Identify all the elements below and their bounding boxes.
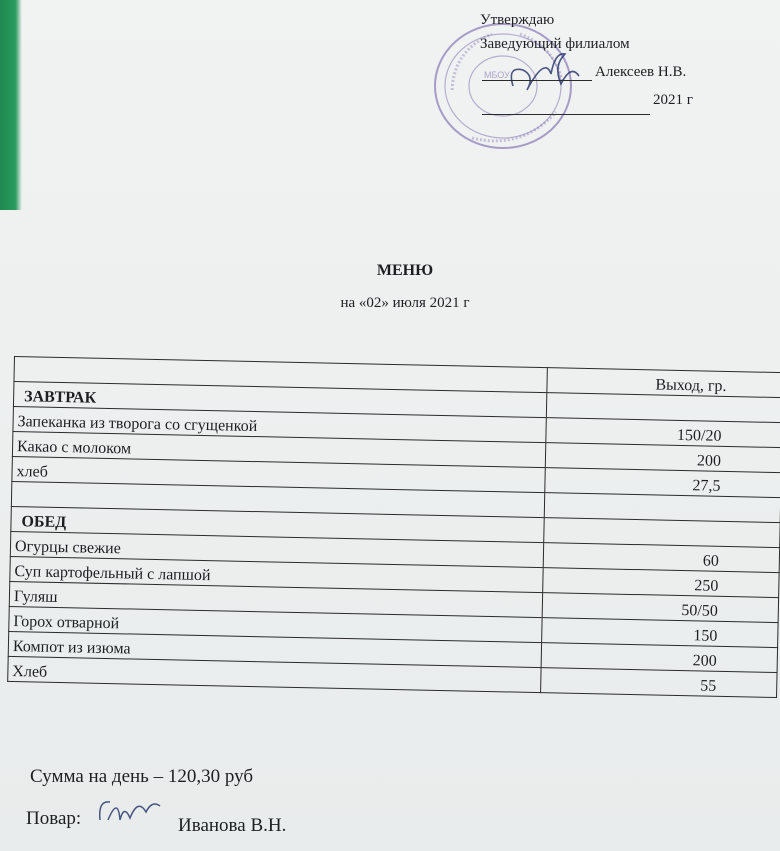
row-value: 50/50 [542, 593, 778, 623]
signature-line [482, 80, 592, 81]
approve-label: Утверждаю [480, 12, 555, 28]
row-name: Горох отварной [9, 606, 542, 642]
menu-table [7, 356, 780, 698]
director-signature [505, 46, 585, 96]
row-name: ОБЕД [11, 506, 544, 542]
row-name: Компот из изюма [8, 631, 541, 667]
cook-signature [94, 790, 174, 830]
row-name: Гуляш [9, 581, 542, 617]
row-name: ЗАВТРАК [13, 382, 546, 418]
cook-label: Повар: [26, 808, 82, 829]
header-output: Выход, гр. [547, 368, 780, 398]
stamp-label: МБОУ [484, 70, 510, 80]
row-name: Запеканка из творога со сгущенкой [13, 406, 546, 442]
row-name: Суп картофельный с лапшой [10, 556, 543, 592]
row-value: 250 [543, 568, 779, 598]
cook-name: Иванова В.Н. [178, 815, 287, 836]
row-name: Какао с молоком [12, 431, 545, 467]
menu-table-wrap [7, 356, 780, 698]
row-value: 55 [541, 668, 777, 698]
row-name: хлеб [12, 456, 545, 492]
date-line [482, 114, 650, 115]
page-title: МЕНЮ [376, 262, 434, 279]
approve-position: Заведующий филиалом [480, 36, 630, 52]
row-value: 200 [541, 643, 777, 673]
row-value: 150/20 [546, 418, 780, 448]
row-value: 150 [542, 618, 778, 648]
row-value: 200 [545, 443, 780, 473]
row-value: 60 [543, 543, 779, 573]
row-name: Огурцы свежие [10, 531, 543, 567]
daily-total: Сумма на день – 120,30 руб [30, 766, 253, 787]
row-value: 27,5 [545, 468, 780, 498]
row-name: Хлеб [8, 656, 541, 692]
menu-date: на «02» июля 2021 г [340, 295, 470, 311]
approve-year: 2021 г [653, 92, 693, 108]
approval-block [0, 0, 780, 160]
approve-name: Алексеев Н.В. [595, 64, 687, 80]
